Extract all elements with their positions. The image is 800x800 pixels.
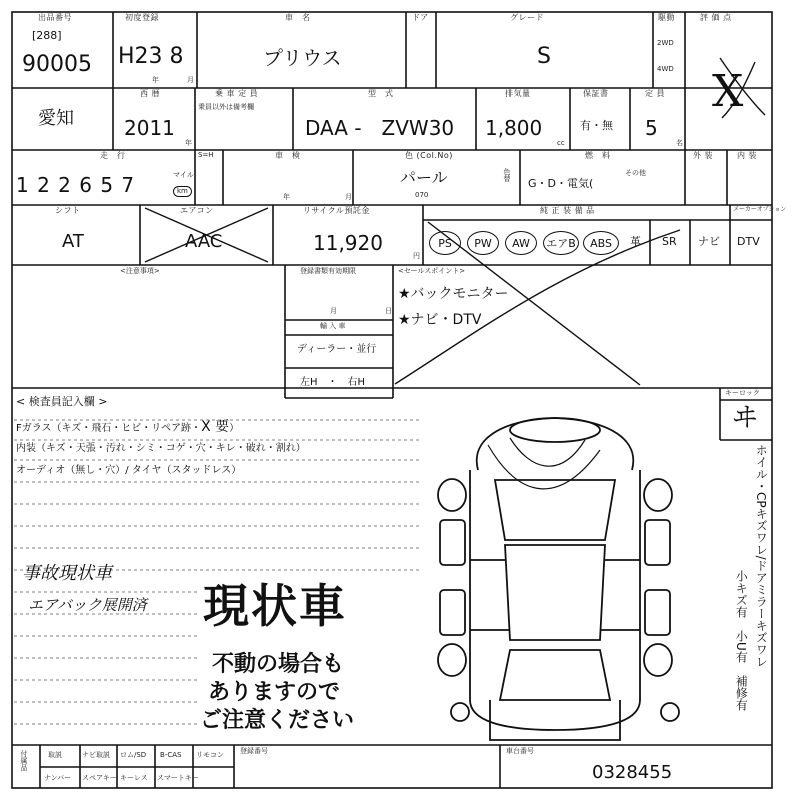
stamp-line-3: ご注意ください bbox=[200, 708, 355, 733]
shift-label: シフト bbox=[55, 206, 81, 215]
accessories-label: 付属品 bbox=[20, 750, 28, 771]
capacity-label: 乗 車 定 員 bbox=[215, 89, 259, 98]
displacement-label: 排気量 bbox=[505, 89, 531, 98]
year-value: 2011 bbox=[124, 116, 175, 140]
fuel-label: 燃 料 bbox=[585, 151, 611, 160]
score-label: 評 価 点 bbox=[700, 13, 732, 22]
inspector-section-label: < 検査員記入欄 > bbox=[16, 395, 108, 408]
sales-point-2: ★ナビ・DTV bbox=[398, 312, 482, 328]
drive-2wd: 2WD bbox=[657, 39, 674, 47]
recycle-label: リサイクル預託金 bbox=[303, 206, 370, 215]
first-reg-month-unit: 月 bbox=[187, 76, 194, 84]
import-value: ディーラー・並行 bbox=[297, 344, 377, 355]
color-change-label: 色替 bbox=[503, 168, 511, 182]
prefecture: 愛知 bbox=[38, 108, 74, 129]
car-diagram bbox=[438, 418, 679, 740]
model-value: プリウス bbox=[263, 46, 342, 70]
acc-rom: ロム/SD bbox=[120, 751, 147, 759]
reg-day: 日 bbox=[385, 307, 392, 315]
equip-abs: ABS bbox=[583, 231, 619, 255]
first-reg-year-unit: 年 bbox=[152, 76, 159, 84]
mileage-unit-km: km bbox=[173, 186, 192, 197]
drive-4wd: 4WD bbox=[657, 65, 674, 73]
acc-bcas: B-CAS bbox=[160, 751, 182, 759]
color-code: 070 bbox=[415, 191, 429, 199]
chassis-label: 車台番号 bbox=[506, 747, 534, 755]
inspector-line-glass-text: Fガラス（キズ・飛石・ヒビ・リペア跡・ bbox=[16, 423, 202, 434]
inspector-line-interior: 内装（キズ・天張・汚れ・シミ・コゲ・穴・キレ・破れ・割れ） bbox=[16, 443, 306, 454]
sales-point-label: <セールスポイント> bbox=[398, 267, 466, 275]
reg-number-label: 登録番号 bbox=[240, 747, 268, 755]
inspector-line-glass-end: ） bbox=[229, 423, 240, 434]
fuel-other: その他 bbox=[625, 169, 646, 177]
vertical-note-1: ホイル・CPキズワレ/ドアミラーキズワレ bbox=[754, 444, 769, 668]
keylock-value: ヰ bbox=[732, 403, 759, 433]
displacement-unit: cc bbox=[557, 139, 565, 147]
year-label: 西 暦 bbox=[140, 89, 161, 98]
year-unit: 年 bbox=[185, 139, 192, 147]
inspector-line-audio: オーディオ（無し・穴）/ タイヤ（スタッドレス） bbox=[16, 465, 242, 476]
inspector-line-glass bbox=[16, 420, 239, 434]
equipment-label: 純 正 装 備 品 bbox=[540, 206, 595, 215]
model-label: 車 名 bbox=[285, 13, 311, 22]
exterior-label: 外 装 bbox=[693, 151, 714, 160]
mileage-unit-mile: マイル bbox=[173, 171, 194, 179]
grade-value: S bbox=[537, 44, 551, 69]
aircon-value: AAC bbox=[185, 231, 223, 252]
displacement-value: 1,800 bbox=[485, 116, 543, 140]
recycle-value: 11,920 bbox=[313, 231, 383, 255]
chassis-number: 0328455 bbox=[592, 762, 673, 783]
grade-label: グレード bbox=[510, 13, 544, 22]
doors-label: ドア bbox=[412, 13, 429, 22]
acc-manual: 取説 bbox=[48, 751, 62, 759]
capacity-sub: 乗員以外は備考欄 bbox=[198, 103, 254, 111]
interior-label: 内 装 bbox=[737, 151, 758, 160]
stamp-line-1: 不動の場合も bbox=[212, 652, 345, 677]
handwritten-note-2: エアバック展開済 bbox=[28, 596, 147, 614]
equip-navi: ナビ bbox=[698, 235, 720, 248]
s-label: S=H bbox=[198, 151, 214, 159]
stamp-title: 現状車 bbox=[203, 579, 347, 633]
seats-value: 5 bbox=[645, 116, 658, 140]
vertical-note-2: 小キズ有 小U有 補修有 bbox=[734, 570, 749, 711]
warranty-label: 保証書 bbox=[583, 89, 609, 98]
fuel-value: G・D・電気( bbox=[528, 177, 594, 190]
color-value: パール bbox=[400, 168, 448, 187]
seats-unit: 名 bbox=[676, 139, 683, 147]
equip-aw: AW bbox=[505, 231, 537, 255]
lot-number-label: 出品番号 bbox=[38, 13, 72, 22]
inspection-label: 車 検 bbox=[275, 151, 301, 160]
acc-keyless: キーレス bbox=[120, 774, 148, 782]
keylock-label: キーロック bbox=[725, 389, 760, 397]
inspection-year: 年 bbox=[283, 193, 290, 201]
acc-navi-manual: ナビ取説 bbox=[82, 751, 110, 759]
first-reg-label: 初度登録 bbox=[125, 13, 159, 22]
mileage-value: 1 2 2 6 5 7 bbox=[16, 173, 136, 197]
color-label: 色 (Col.No) bbox=[405, 151, 453, 160]
import-label: 輸 入 車 bbox=[320, 322, 346, 330]
reg-month: 月 bbox=[330, 307, 337, 315]
lot-number: 90005 bbox=[22, 52, 92, 77]
stamp-line-2: ありますので bbox=[208, 680, 341, 705]
equipment-extra-label: メーカーオプション bbox=[733, 206, 787, 213]
aircon-label: エアコン bbox=[180, 206, 214, 215]
equip-sr: SR bbox=[662, 235, 677, 248]
inspection-month: 月 bbox=[345, 193, 352, 201]
acc-spare-key: スペアキー bbox=[82, 774, 117, 782]
equip-dtv: DTV bbox=[737, 235, 760, 248]
sales-point-1: ★バックモニター bbox=[398, 286, 509, 302]
equip-airbag: エアB bbox=[543, 231, 579, 255]
lot-sub-number: [288] bbox=[32, 29, 62, 42]
notes-label: <注意事項> bbox=[120, 267, 160, 275]
seats-label: 定 員 bbox=[645, 89, 666, 98]
first-reg-value: H23 8 bbox=[118, 44, 184, 69]
acc-number: ナンバー bbox=[44, 774, 72, 782]
equip-ps: PS bbox=[429, 231, 461, 255]
drive-label: 駆動 bbox=[658, 13, 675, 22]
shift-value: AT bbox=[62, 231, 84, 252]
equip-leather: 革 bbox=[630, 235, 641, 248]
inspector-line-glass-mark: X 要 bbox=[201, 419, 230, 435]
recycle-unit: 円 bbox=[413, 252, 420, 260]
warranty-value: 有・無 bbox=[580, 119, 613, 132]
mileage-label: 走 行 bbox=[100, 151, 126, 160]
type-value: DAA - ZVW30 bbox=[305, 116, 455, 140]
score-value: X bbox=[712, 66, 744, 117]
reg-expiry-label: 登録書類有効期限 bbox=[300, 267, 356, 275]
handle-value: 左H ・ 右H bbox=[300, 377, 366, 388]
acc-smart-key: スマートキー bbox=[157, 774, 199, 782]
type-label: 型 式 bbox=[368, 89, 394, 98]
acc-remote: リモコン bbox=[196, 751, 224, 759]
equip-pw: PW bbox=[467, 231, 499, 255]
handwritten-note-1: 事故現状車 bbox=[22, 563, 112, 584]
